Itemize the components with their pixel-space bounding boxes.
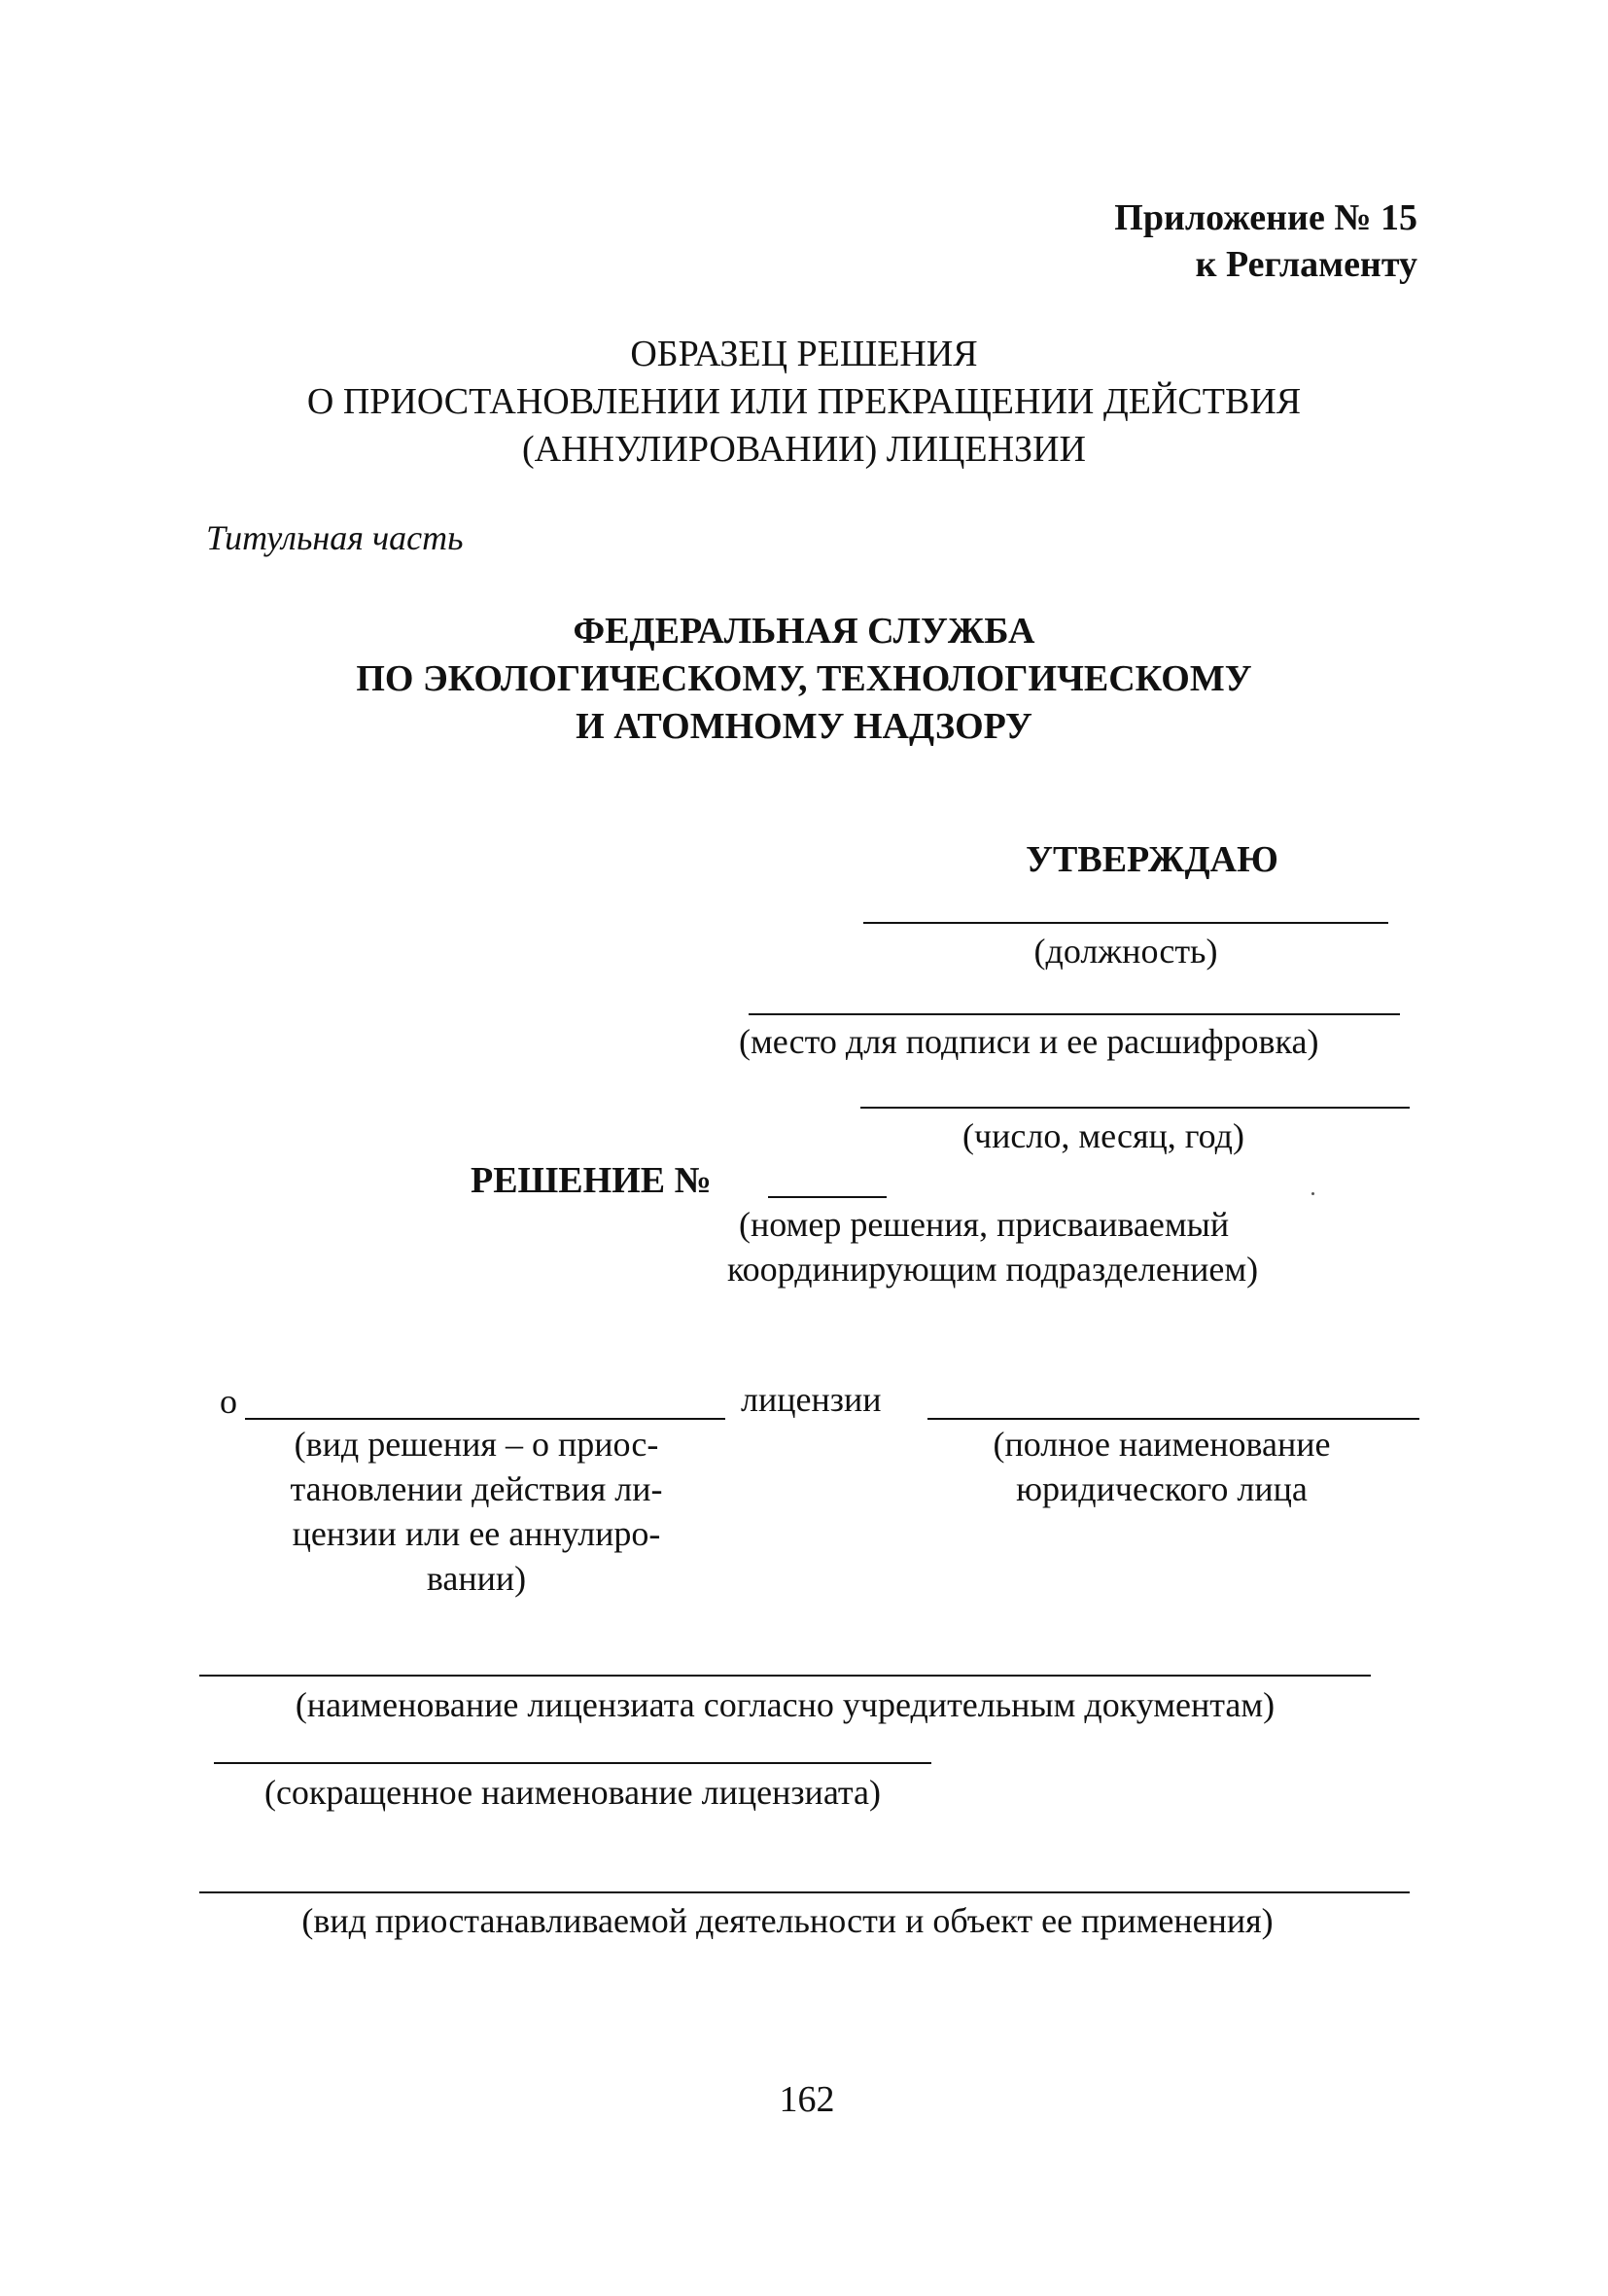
decision-kind-line <box>245 1418 725 1420</box>
agency-line-3: И АТОМНОМУ НАДЗОРУ <box>576 706 1032 747</box>
activity-line <box>199 1891 1410 1893</box>
kind-caption-2: тановлении действия ли- <box>290 1469 663 1508</box>
date-caption: (число, месяц, год) <box>962 1116 1244 1155</box>
decision-number-line <box>768 1196 887 1198</box>
date-line <box>860 1107 1410 1109</box>
position-caption: (должность) <box>1033 932 1218 971</box>
decision-number-caption-2: координирующим подразделением) <box>727 1250 1259 1289</box>
signature-caption: (место для подписи и ее расшифровка) <box>739 1022 1319 1061</box>
short-name-line <box>214 1762 931 1764</box>
position-line <box>863 922 1388 924</box>
activity-caption: (вид приостанавливаемой деятельности и объект ее применения) <box>301 1901 1274 1940</box>
appendix-regulation: к Регламенту <box>1195 244 1417 285</box>
subject-middle: лицензии <box>741 1380 882 1419</box>
appendix-number: Приложение № 15 <box>1114 197 1417 238</box>
kind-caption-4: вании) <box>426 1559 527 1598</box>
speck-dot <box>1311 1192 1314 1195</box>
page-number: 162 <box>779 2079 835 2120</box>
agency-line-2: ПО ЭКОЛОГИЧЕСКОМУ, ТЕХНОЛОГИЧЕСКОМУ <box>356 658 1252 699</box>
section-label: Титульная часть <box>206 518 464 557</box>
licensee-name-line <box>199 1675 1371 1677</box>
entity-caption-1: (полное наименование <box>993 1425 1331 1464</box>
short-name-caption: (сокращенное наименование лицензиата) <box>263 1773 882 1812</box>
signature-line <box>749 1013 1400 1015</box>
entity-line <box>927 1418 1419 1420</box>
licensee-name-caption: (наименование лицензиата согласно учредительным документам) <box>295 1685 1276 1724</box>
approve-heading: УТВЕРЖДАЮ <box>1026 839 1278 880</box>
title-line-3: (АННУЛИРОВАНИИ) ЛИЦЕНЗИИ <box>522 429 1086 470</box>
decision-label: РЕШЕНИЕ № <box>471 1160 712 1201</box>
entity-caption-2: юридического лица <box>1016 1469 1308 1508</box>
decision-number-caption-1: (номер решения, присваиваемый <box>739 1205 1230 1244</box>
subject-prefix: о <box>220 1382 237 1421</box>
title-line-2: О ПРИОСТАНОВЛЕНИИ ИЛИ ПРЕКРАЩЕНИИ ДЕЙСТВИЯ <box>306 381 1302 422</box>
kind-caption-1: (вид решения – о приос- <box>294 1425 659 1464</box>
kind-caption-3: цензии или ее аннулиро- <box>292 1514 661 1553</box>
title-line-1: ОБРАЗЕЦ РЕШЕНИЯ <box>630 334 978 374</box>
agency-line-1: ФЕДЕРАЛЬНАЯ СЛУЖБА <box>573 611 1035 652</box>
